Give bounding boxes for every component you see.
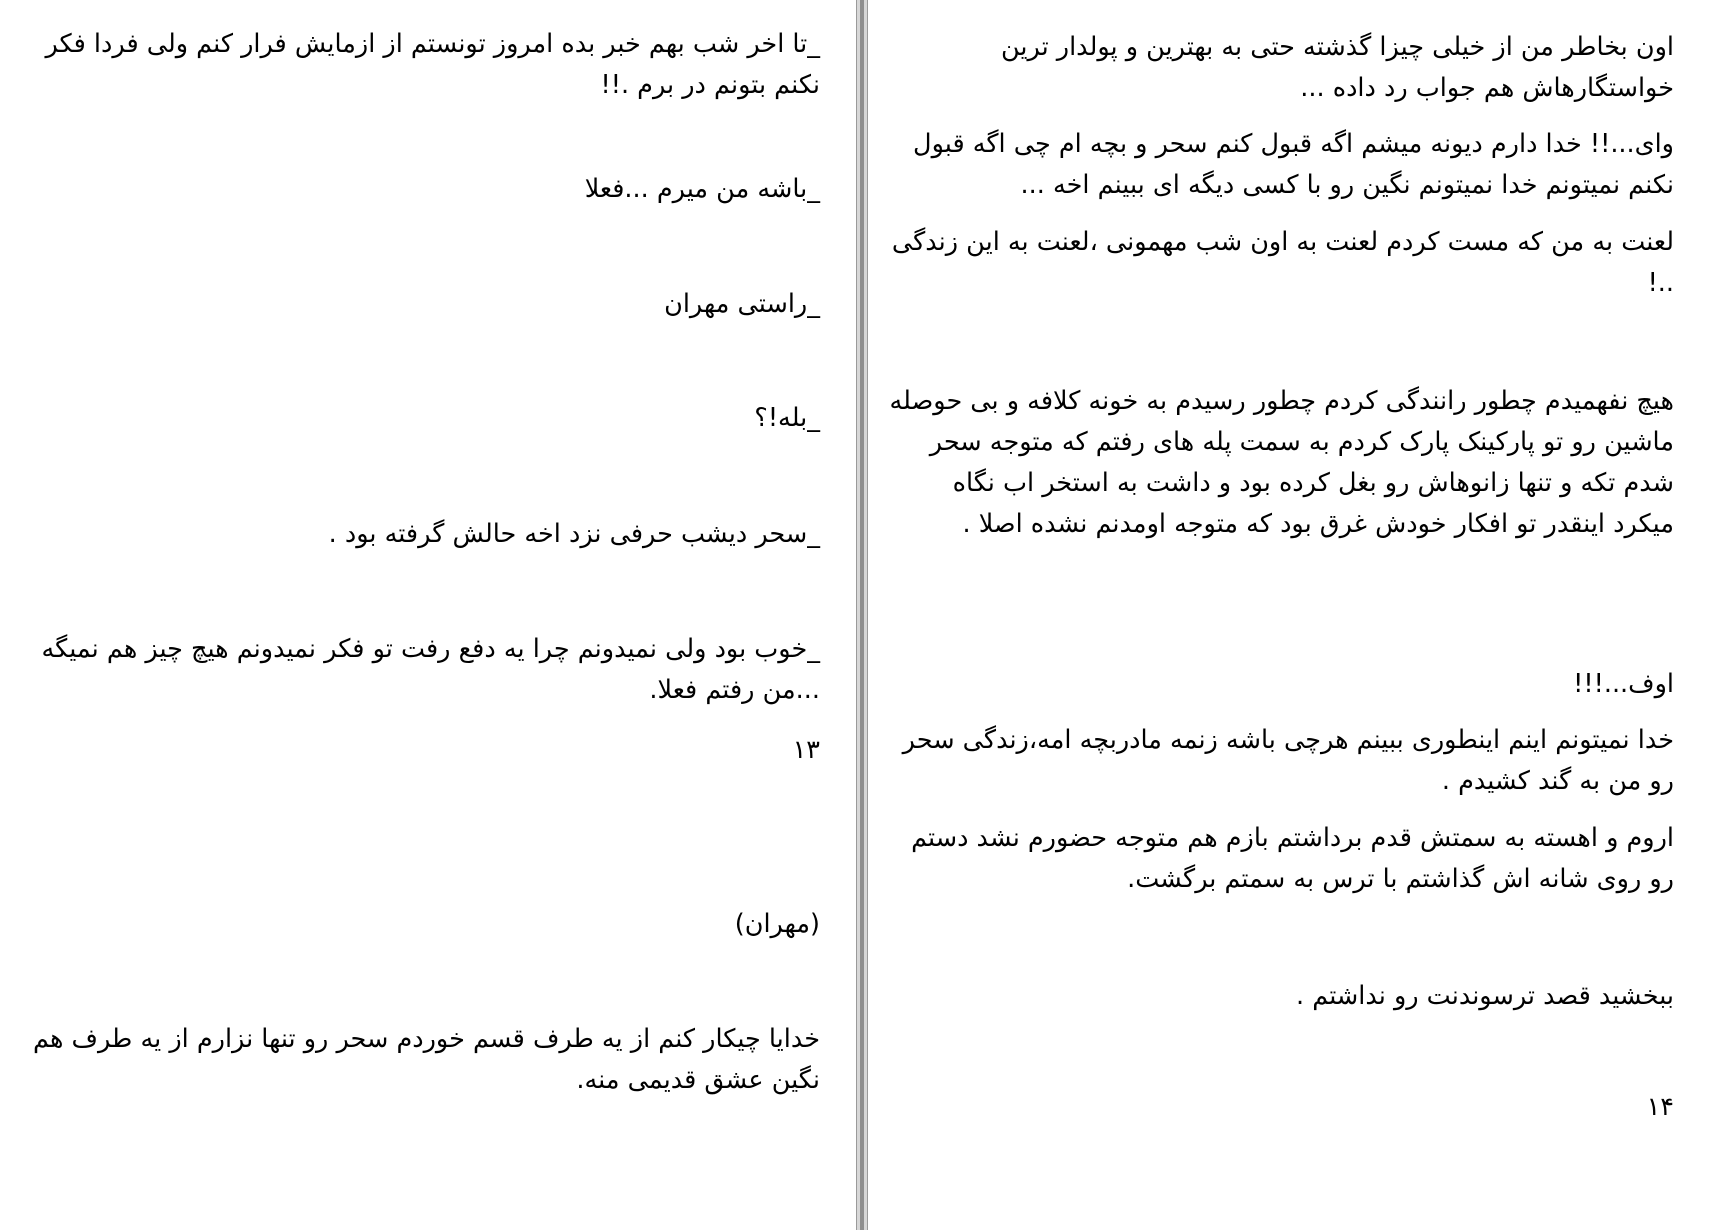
dialogue-paragraph: _راستی مهران [664,289,820,319]
body-paragraph: ببخشید قصد ترسوندنت رو نداشتم . [1296,981,1674,1011]
body-paragraph: لعنت به من که مست کردم لعنت به اون شب مهمونی ،لعنت به این زندگی ..! [891,227,1674,298]
dialogue-paragraph: _سحر دیشب حرفی نزد اخه حالش گرفته بود . [328,519,820,549]
page-gutter [856,0,868,1230]
page-number: ۱۳ [792,735,820,765]
section-header: (مهران) [734,909,820,939]
dialogue-paragraph: _تا اخر شب بهم خبر بده امروز تونستم از ازمایش فرار کنم ولی فردا فکر نکنم بتونم در برم .!! [45,29,820,100]
body-paragraph: اروم و اهسته به سمتش قدم برداشتم بازم هم متوجه حضورم نشد دستم رو روی شانه اش گذاشتم با ترس به سمتم برگشت. [911,823,1674,894]
document-page-right [868,0,1710,1230]
body-paragraph: وای...!! خدا دارم دیونه میشم اگه قبول کنم سحر و بچه ام چی اگه قبول نکنم نمیتونم خدا نمیتونم نگین رو با کسی دیگه ای ببینم اخه ... [913,129,1674,200]
page-number: ۱۴ [1646,1092,1674,1122]
dialogue-paragraph: _خوب بود ولی نمیدونم چرا یه دفع رفت تو فکر نمیدونم هیچ چیز هم نمیگه ...من رفتم فعلا. [41,634,820,705]
body-paragraph: خدایا چیکار کنم از یه طرف قسم خوردم سحر رو تنها نزارم از یه طرف هم نگین عشق قدیمی منه. [33,1024,820,1095]
body-paragraph: اون بخاطر من از خیلی چیزا گذشته حتی به بهترین و پولدار ترین خواستگارهاش هم جواب رد داده ... [1001,32,1674,103]
body-paragraph: اوف...!!! [1573,669,1674,699]
dialogue-paragraph: _بله!؟ [754,403,820,433]
body-paragraph: خدا نمیتونم اینم اینطوری ببینم هرچی باشه زنمه مادربچه امه،زندگی سحر رو من به گند کشیدم . [902,725,1674,796]
dialogue-paragraph: _باشه من میرم ...فعلا [584,174,820,204]
body-paragraph: هیچ نفهمیدم چطور رانندگی کردم چطور رسیدم به خونه کلافه و بی حوصله ماشین رو تو پارکینک پارک کردم به سمت پله های رفتم که متوجه سحر شدم تکه و تنها زانوهاش رو بغل کرده بود و داشت به استخر اب نگاه میکرد اینقدر تو افکار خودش غرق بود که متوجه اومدنم نشده اصلا . [889,386,1674,539]
gutter-divider [860,0,864,1230]
